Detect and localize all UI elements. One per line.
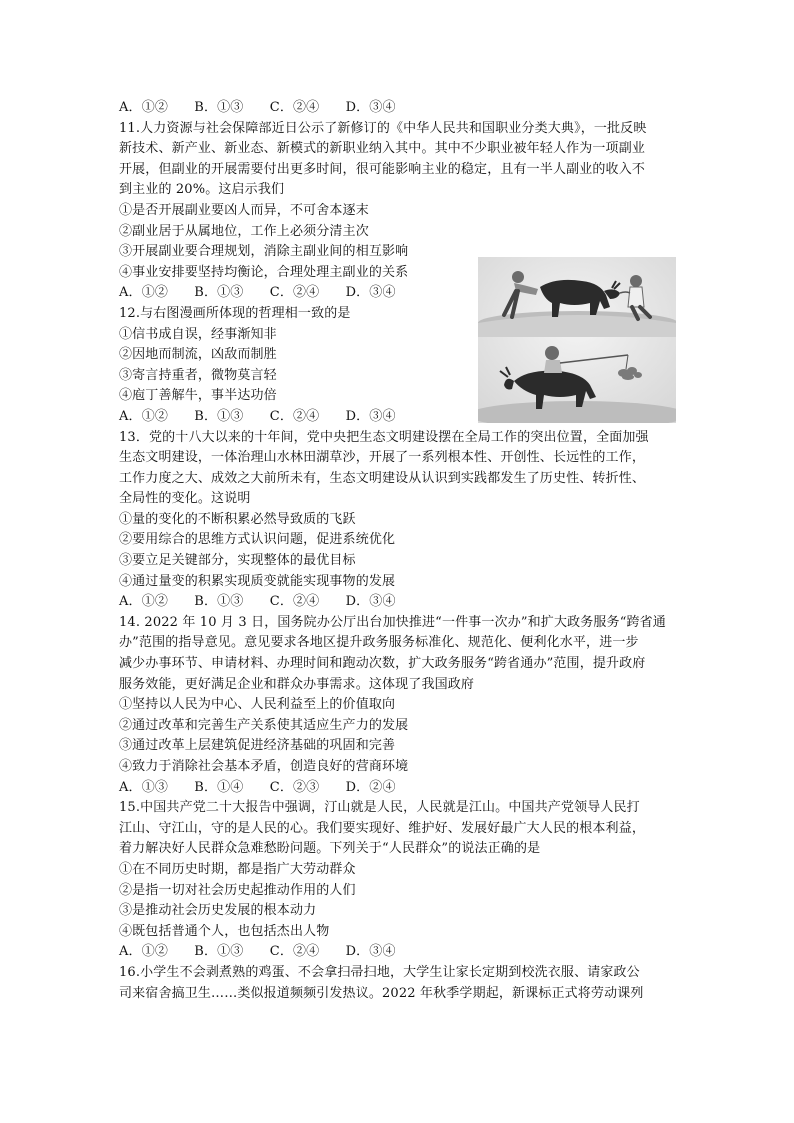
question-16	[119, 963, 679, 1004]
q11-stem-line: 11.人力资源与社会保障部近日公示了新修订的《中华人民共和国职业分类大典》，一批反映	[119, 120, 647, 136]
q15-stem-line: 江山、守江山，守的是人民的心。我们要实现好、维护好、发展好最广大人民的根本利益，	[119, 820, 646, 836]
q14-option-1: ①坚持以人民为中心、人民利益至上的价值取向	[119, 697, 396, 713]
q15-option-1: ①在不同历史时期，都是指广大劳动群众	[119, 861, 356, 877]
q13-option-3: ③要立足关键部分，实现整体的最优目标	[119, 553, 356, 569]
q15-option-3: ③是推动社会历史发展的根本动力	[119, 903, 317, 919]
q15-choices: A．①② B．①③ C．②④ D．③④	[119, 944, 396, 960]
q12-choices: A．①② B．①③ C．②④ D．③④	[119, 408, 396, 424]
q16-stem-line: 16.小学生不会剥煮熟的鸡蛋、不会拿扫帚扫地，大学生让家长定期到校洗衣服、请家政公	[119, 964, 640, 980]
q14-option-4: ④致力于消除社会基本矛盾，创造良好的营商环境	[119, 759, 409, 774]
q16-stem-line: 司来宿舍搞卫生……类似报道频频引发热议。2022 年秋季学期起，新课标正式将劳动课列	[119, 985, 644, 1001]
q12-option-1: ①信书成自误，经事渐知非	[119, 326, 277, 342]
q14-stem-line: 办”范围的指导意见。意见要求各地区提升政务服务标准化、规范化、便利化水平，进一步	[119, 635, 639, 651]
question-15	[119, 798, 679, 963]
q11-stem-line: 开展，但副业的开展需要付出更多时间，很可能影响主业的稳定，且有一半人副业的收入不	[119, 161, 646, 177]
q13-choices: A．①② B．①③ C．②④ D．③④	[119, 594, 396, 610]
q15-stem-line: 15.中国共产党二十大报告中强调，汀山就是人民，人民就是江山。中国共产党领导人民打	[119, 800, 640, 816]
q14-option-2: ②通过改革和完善生产关系使其适应生产力的发展	[119, 717, 409, 733]
q10-choices: A．①② B．①③ C．②④ D．③④	[119, 100, 396, 115]
q11-option-1: ①是否开展副业要凶人而异，不可舍本逐末	[119, 202, 369, 218]
q13-stem-line: 全局性的变化。这说明	[119, 491, 251, 507]
q13-stem-line: 工作力度之大、成效之大前所未有，生态文明建设从认识到实践都发生了历史性、转折性、	[119, 470, 646, 486]
q12-option-2: ②因地而制流，凶敌而制胜	[119, 347, 277, 363]
q14-choices: A．①③ B．①④ C．②③ D．②④	[119, 779, 396, 795]
q15-stem-line: 着力解决好人民群众急难愁盼问题。下列关于“人民群众”的说法正确的是	[119, 841, 541, 857]
q12-option-4: ④庖丁善解牛，事半达功倍	[119, 388, 277, 404]
ox-cartoon-image	[478, 257, 676, 423]
question-14	[119, 613, 679, 798]
q11-choices: A．①② B．①③ C．②④ D．③④	[119, 285, 396, 301]
q14-option-3: ③通过改革上层建筑促进经济基础的巩固和完善	[119, 738, 396, 754]
q15-option-4: ④既包括普通个人，也包括杰出人物	[119, 923, 330, 939]
q15-option-2: ②是指一切对社会历史起推动作用的人们	[119, 882, 356, 898]
q11-stem-line: 新技术、新产业、新业态、新模式的新职业纳入其中。其中不少职业被年轻人作为一项副业	[119, 141, 646, 157]
q14-stem-line: 14. 2022 年 10 月 3 日，国务院办公厅出台加快推进“一件事一次办”和扩大政务服务“跨省通	[119, 614, 666, 630]
q11-option-4: ④事业安排要坚持均衡论，合理处理主副业的关系	[119, 264, 409, 280]
q12-stem-line: 12.与右图漫画所体现的哲理相一致的是	[119, 305, 351, 321]
q12-option-3: ③寄言持重者，微物莫言轻	[119, 367, 277, 383]
q11-stem-line: 到主业的 20%。这启示我们	[119, 182, 285, 198]
q13-option-4: ④通过量变的积累实现质变就能实现事物的发展	[119, 573, 396, 589]
q11-option-3: ③开展副业要合理规划，消除主副业间的相互影响	[119, 244, 409, 260]
q13-stem-line: 生态文明建设，一体治理山水林田湖草沙，开展了一系列根本性、开创性、长远性的工作，	[119, 450, 646, 466]
question-13	[119, 428, 679, 613]
q14-stem-line: 减少办事环节、申请材料、办理时间和跑动次数，扩大政务服务“跨省通办”范围，提升政府	[119, 656, 646, 672]
q11-option-2: ②副业居于从属地位，工作上必须分清主次	[119, 223, 369, 239]
q13-stem-line: 13．党的十八大以来的十年间，党中央把生态文明建设摆在全局工作的突出位置，全面加强	[119, 429, 649, 445]
q13-option-1: ①量的变化的不断积累必然导致质的飞跃	[119, 511, 356, 527]
question-content	[119, 98, 679, 1004]
q14-stem-line: 服务效能，更好满足企业和群众办事需求。这体现了我国政府	[119, 676, 475, 692]
q13-option-2: ②要用综合的思维方式认识问题，促进系统优化	[119, 532, 396, 548]
